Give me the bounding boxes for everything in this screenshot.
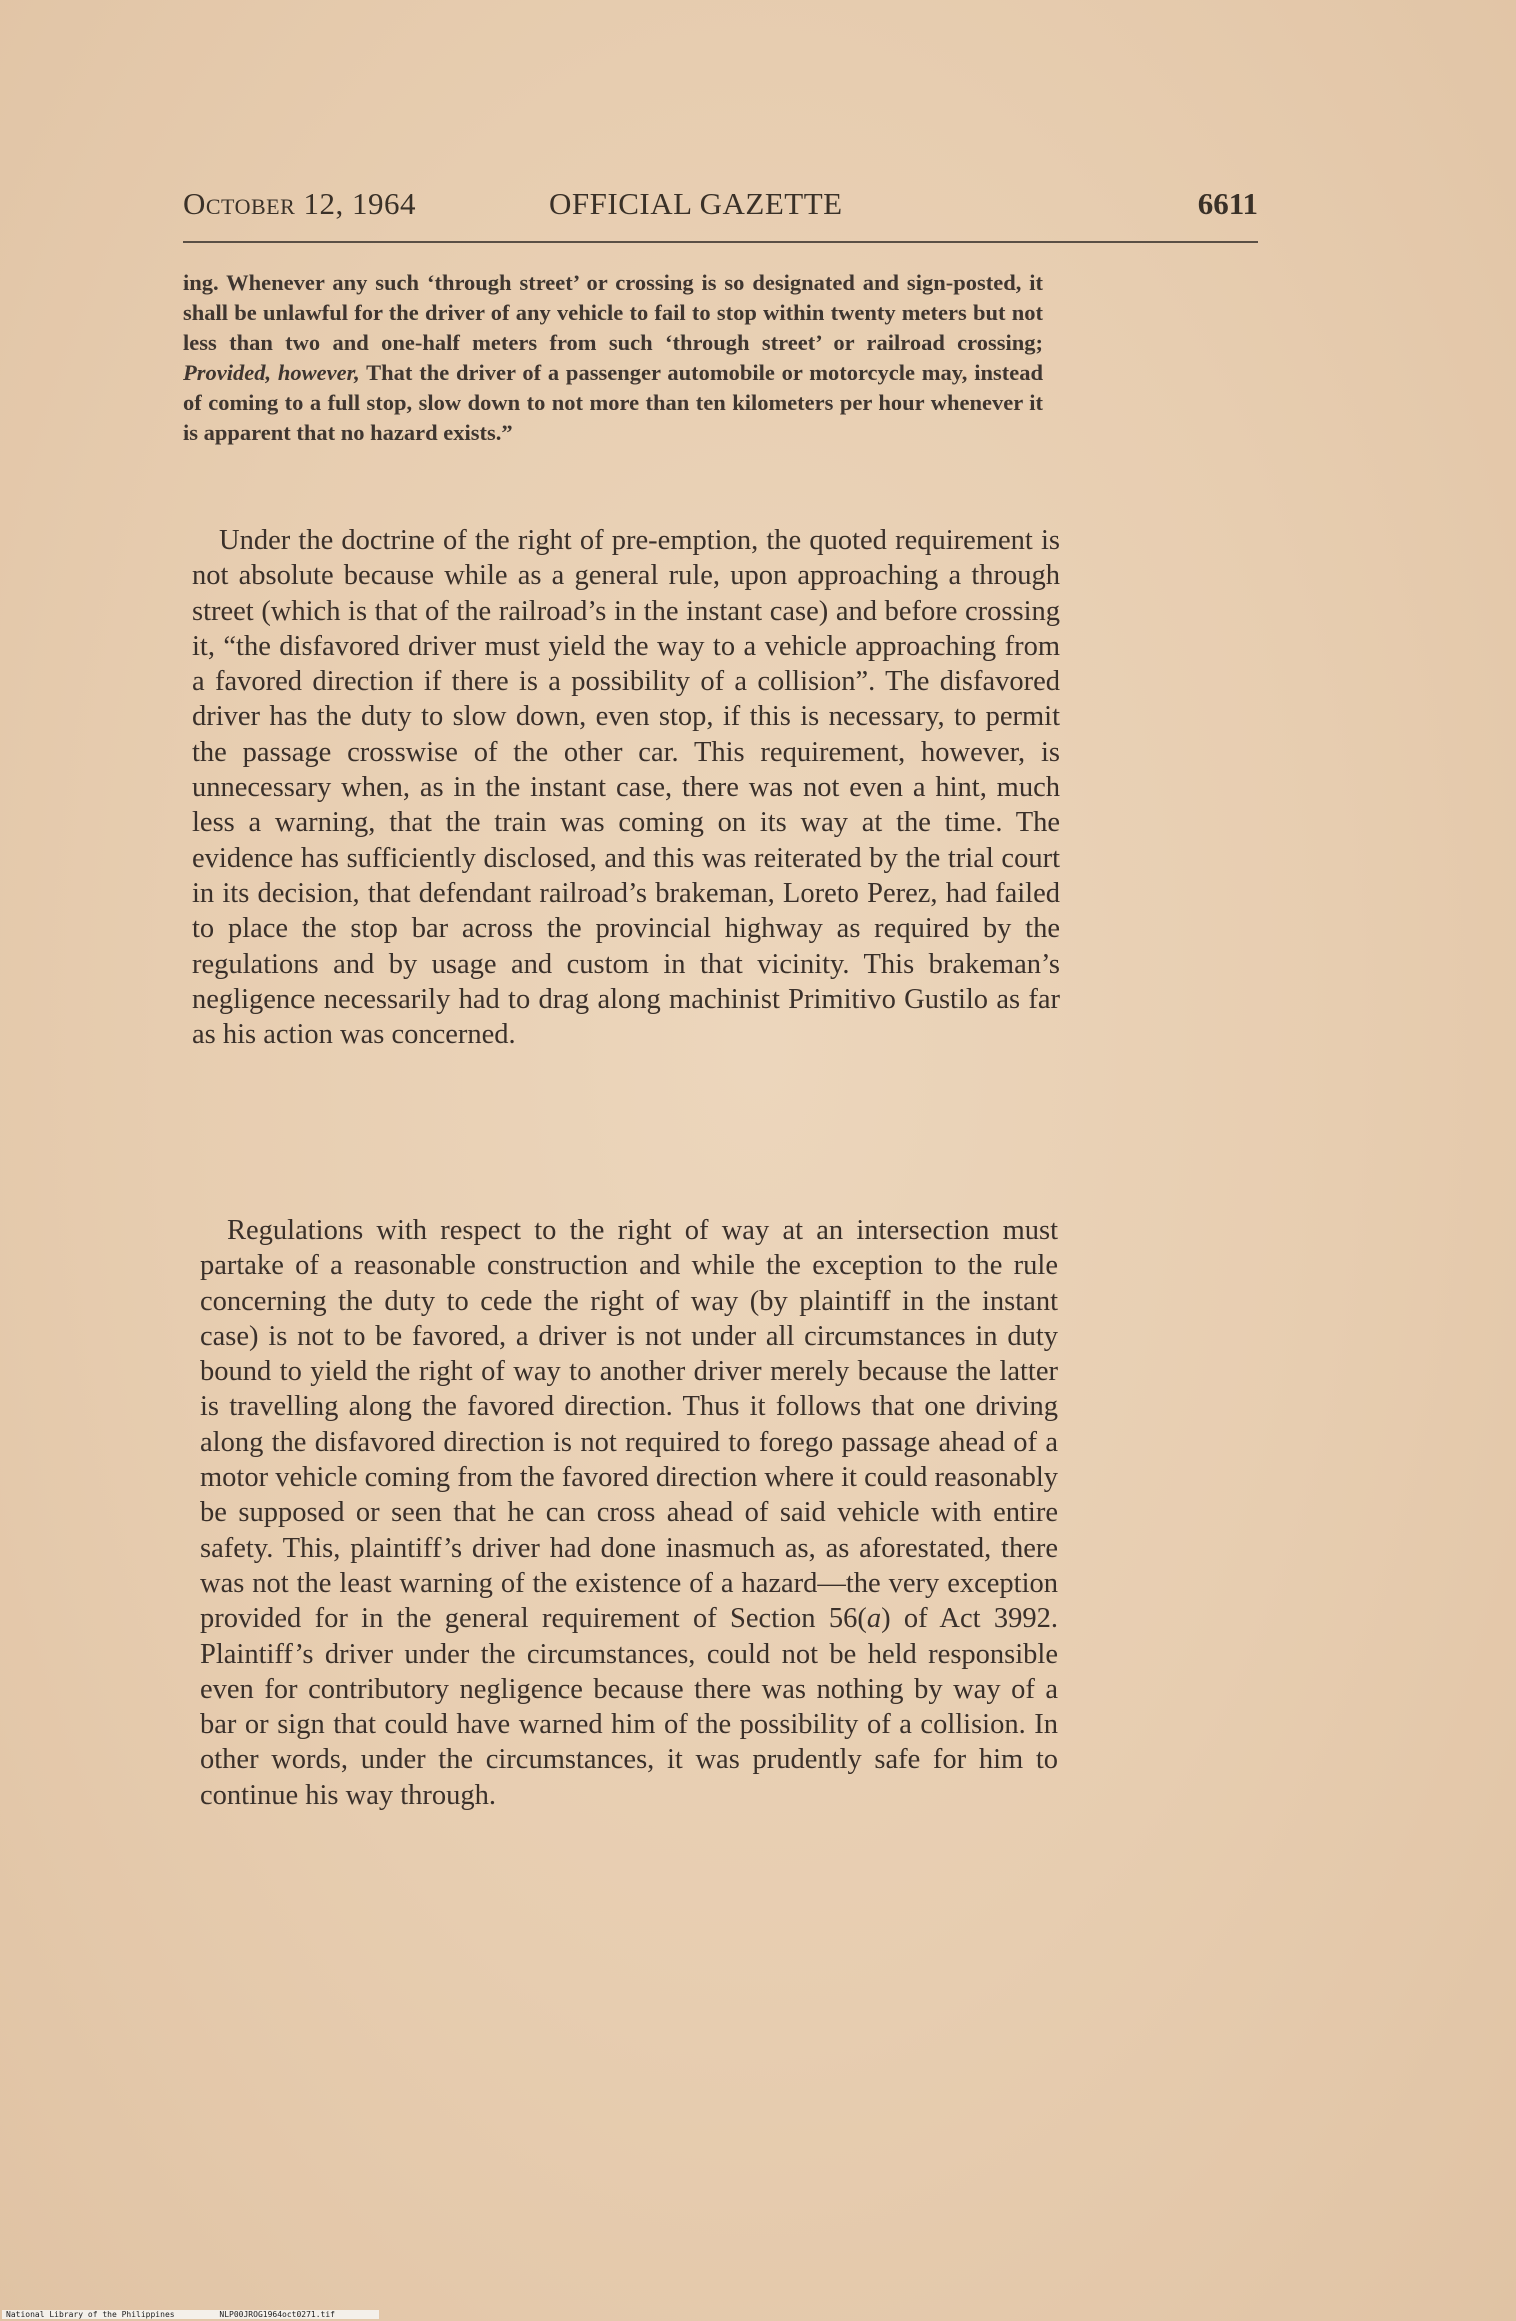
issue-date: October 12, 1964 — [183, 186, 417, 221]
library-credit: National Library of the Philippines — [6, 2310, 175, 2319]
quoted-provision — [183, 268, 1043, 448]
header-rule — [183, 241, 1258, 243]
scan-footer — [2, 2310, 379, 2319]
running-header — [183, 186, 1258, 230]
scan-filename: NLP00JROG1964oct0271.tif — [219, 2310, 335, 2319]
quote-proviso-italic: Provided, however, — [183, 360, 360, 385]
paragraph-pre-emption: Under the doctrine of the right of pre-emption, the quoted requirement is not absolute because while as a general rule, upon approaching a through street (which is that of the railroad’s in the instant case) and before crossing it, “the disfavored driver must yield the way to a vehicle approaching from a favored direction if there is a possibility of a collision”. The disfavored driver has the duty to slow down, even stop, if this is necessary, to permit the passage crosswise of the other car. This requirement, however, is unnecessary when, as in the instant case, there was not even a hint, much less a warning, that the train was coming on its way at the time. The evidence has sufficiently disclosed, and this was reiterated by the trial court in its decision, that defendant railroad’s brakeman, Loreto Perez, had failed to place the stop bar across the provincial highway as required by the regulations and by usage and custom in that vicinity. This brakeman’s negligence necessarily had to drag along machinist Primitivo Gustilo as far as his action was concerned. — [192, 525, 1060, 1051]
paragraph-regulations-text-1: Regulations with respect to the right of way at an intersection must partake of a reasonable construction and while the exception to the rule concerning the duty to cede the right of way (by plaintiff in the instant case) is not to be favored, a driver is not under all circumstances in duty bound to yield the right of way to another driver merely because the latter is travelling along the favored direction. Thus it follows that one driving along the disfavored direction is not required to forego passage ahead of a motor vehicle coming from the favored direction where it could reasonably be supposed or seen that he can cross ahead of said vehicle with entire safety. This, plaintiff’s driver had done inasmuch as, as aforestated, there was not the least warning of the existence of a hazard—the very exception provided for in the general requirement of Section 56( — [200, 1215, 1058, 1635]
page-number: 6611 — [1197, 186, 1258, 221]
section-letter-italic: a — [866, 1603, 882, 1635]
paragraph-regulations — [200, 1213, 1058, 1813]
publication-title: OFFICIAL GAZETTE — [549, 186, 843, 221]
quote-text-2: That the driver of a passenger automobile or motorcycle may, instead of coming to a full stop, slow down to not more than ten kilometers per hour whenever it is apparent that no hazard exists.” — [183, 360, 1043, 445]
quote-text-1: ing. Whenever any such ‘through street’ or crossing is so designated and sign-posted, it shall be unlawful for the driver of any vehicle to fail to stop within twenty meters but not less than two and one-half meters from such ‘through street’ or railroad crossing; — [183, 270, 1043, 355]
paragraph-regulations-text-2: ) of Act 3992. Plaintiff’s driver under the circumstances, could not be held responsible even for contributory negligence because there was nothing by way of a bar or sign that could have warned him of the possibility of a collision. In other words, under the circumstances, it was prudently safe for him to continue his way through. — [200, 1603, 1058, 1811]
